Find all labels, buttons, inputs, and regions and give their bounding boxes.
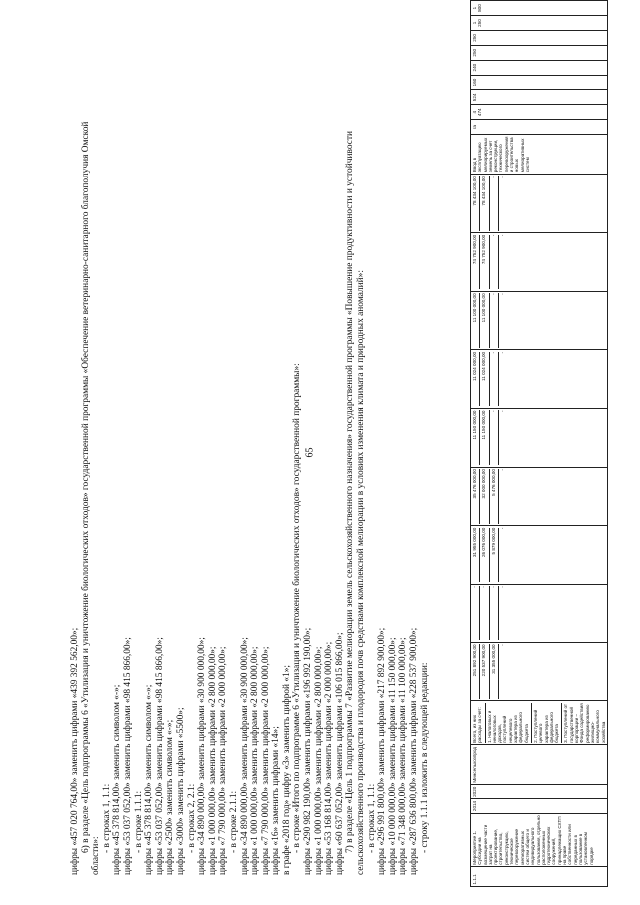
text-line: цифры «290 982 190,00» заменить цифрами «196 992 190,00»; <box>303 627 314 875</box>
program-table <box>470 0 608 887</box>
text-line: в графе «2018 год» цифру «3» заменить цифрой «1»; <box>281 665 292 875</box>
text-line: сельскохозяйственного производства и плодородия почв средствами комплексной мелиорации в условиях изменения климата и природных аномалий»: <box>356 270 367 875</box>
text-line: цифры «45 378 814,00» заменить символом «-»; <box>144 684 155 875</box>
text-line: цифры «10 000 000,00» заменить цифрами «11 150 000,00»; <box>387 637 398 875</box>
indicator-value: 1 250 <box>471 16 608 31</box>
text-line: цифры «1 000 000,00» заменить цифрами «2 800 000,00»; <box>207 646 218 875</box>
value-col-3: 35 476 000,00 32 000 000,00 5 476 000,00 - <box>471 467 608 526</box>
value-col-1: - - - - <box>471 584 608 642</box>
text-line: - в строке «Итого по подпрограмме 6 «Утилизация и уничтожение биологических отходов» государственной программы»: <box>292 363 303 853</box>
text-line: цифры «45 378 814,00» заменить символом «-»; <box>112 684 123 875</box>
text-line: цифры «287 636 800,00» заменить цифрами «228 537 900,00»; <box>409 627 419 875</box>
text-line: цифры «34 890 000,00» заменить цифрами «30 900 000,00»; <box>197 637 208 875</box>
source-1: 1. Налоговых и неналоговых доходов, поступлений нецелевого характера из федерального бюджета <box>485 703 529 743</box>
text-line: цифры «457 020 764,00» заменить цифрами «439 392 562,00»; <box>70 627 80 875</box>
year-from: 2014 <box>471 799 608 813</box>
text-line: - в строке 2.1.1: <box>228 790 239 853</box>
text-line: цифры «34 890 000,00» заменить цифрами «30 900 000,00»; <box>239 637 250 875</box>
text-line: 6) в разделе «Цель подпрограммы 6 «Утилизация и уничтожение биологических отходов» государственной программы «Обеспечение ветеринарно-санитарного благополучия Омской <box>80 121 91 853</box>
value-col-7: 74 752 900,00 74 752 900,00 - - <box>471 233 608 292</box>
text-line: цифры «7 790 000,00» заменить цифрами «2 000 000,00»; <box>218 646 229 875</box>
indicator-value: 250 <box>471 30 608 45</box>
text-line: цифры «53 037 052,00» заменить цифрами «98 415 866,00»; <box>154 637 165 875</box>
value-col-0: 251 892 900,00 220 537 900,00 31 355 000,00 - <box>471 642 608 701</box>
text-line: - в строке 1.1.1: <box>133 790 144 853</box>
text-line: цифры «1 000 000,00» заменить цифрами «2 800 000,00»; <box>250 646 261 875</box>
text-line: цифры «7 790 000,00» заменить цифрами «2 000 000,00»; <box>260 646 271 875</box>
text-line: цифры «53 168 814,00» заменить цифрами «2 000 000,00»; <box>324 641 335 875</box>
executor: Минсельхозпрод <box>471 745 608 785</box>
source-2: 2. Поступлений целевого характера из федерального бюджета <box>531 703 559 743</box>
text-line: цифры «2500» заменить символом «-»; <box>165 719 176 875</box>
text-line: - строку 1.1.1 изложить в следующей редакции: <box>419 662 430 853</box>
table-row <box>471 1 608 887</box>
value-col-4: 11 150 000,00 11 150 000,00 - - <box>471 409 608 468</box>
text-line: цифры «60 637 052,00» заменить цифрами «106 015 866,00»; <box>334 632 345 875</box>
indicator-value: 250 <box>471 45 608 60</box>
value-col-8: 78 434 100,00 78 434 100,00 - - <box>471 174 608 233</box>
indicator-value: 160 <box>471 75 608 90</box>
value-col-2: 31 955 000,00 26 076 000,00 5 879 000,00 - <box>471 526 608 585</box>
text-line: цифры «1 000 000,00» заменить цифрами «2 800 000,00»; <box>313 646 324 875</box>
source-3: 3. Поступлений от государственной корпорации – Фонда содействия реформированию жилищно-коммунального хозяйства <box>563 703 606 743</box>
sources <box>471 701 608 745</box>
text-line: цифры «3000» заменить цифрами «5500»; <box>175 707 186 875</box>
page-number: 65 <box>304 447 316 458</box>
indicator-value: 240 <box>471 60 608 75</box>
text-line: - в строках 1, 1.1: <box>101 783 112 853</box>
text-line: цифры «16» заменить цифрами «14»; <box>271 726 282 875</box>
amendment-text <box>70 25 430 875</box>
indicator-value: 1 800 <box>471 1 608 16</box>
text-line: - в строках 2, 2.1: <box>186 783 197 853</box>
text-line: цифры «71 348 000,00» заменить цифрами «11 100 000,00»; <box>398 637 409 875</box>
text-line: - в строках 1, 1.1: <box>366 783 377 853</box>
year-to: 2020 <box>471 785 608 799</box>
text-line: 7) в разделе «Цель 1 подпрограммы 7 «Развитие мелиорации земель сельскохозяйственного назначения» государственной программы «Повышение продуктивности и устойчивости <box>345 130 356 853</box>
measure-name: Мероприятие 1. Субсидии на возмещение части затрат на проектирование, строительство, реконструкцию, техническое перевооружение мелиоративных систем общего и индивидуального пользования, отдельно расположенных гидротехнических сооружений, принадлежащих СХТП на праве собственности или переданных в пользование в установленном порядке <box>471 813 608 867</box>
text-line: области»: <box>91 836 102 875</box>
text-line: цифры «296 991 800,00» заменить цифрами «217 892 900,00»; <box>377 627 388 875</box>
indicator-unit: га <box>471 120 608 135</box>
indicator-value: 524 <box>471 90 608 105</box>
value-col-6: 11 100 000,00 11 100 000,00 - - <box>471 291 608 350</box>
text-line: цифры «53 037 052,00» заменить цифрами «98 415 866,00»; <box>122 637 133 875</box>
value-col-5: 11 024 000,00 11 024 000,00 - - <box>471 350 608 409</box>
indicator-name: Ввод в эксплуатацию мелиорируемых земель за счет реконструкции, технического перевооружения и строительства новых мелиоративных систем <box>471 134 608 174</box>
row-number: 1.1.1 <box>471 867 608 887</box>
indicator-value: 4 474 <box>471 105 608 120</box>
source-total: Всего, из них расходы за счет: <box>472 707 483 743</box>
